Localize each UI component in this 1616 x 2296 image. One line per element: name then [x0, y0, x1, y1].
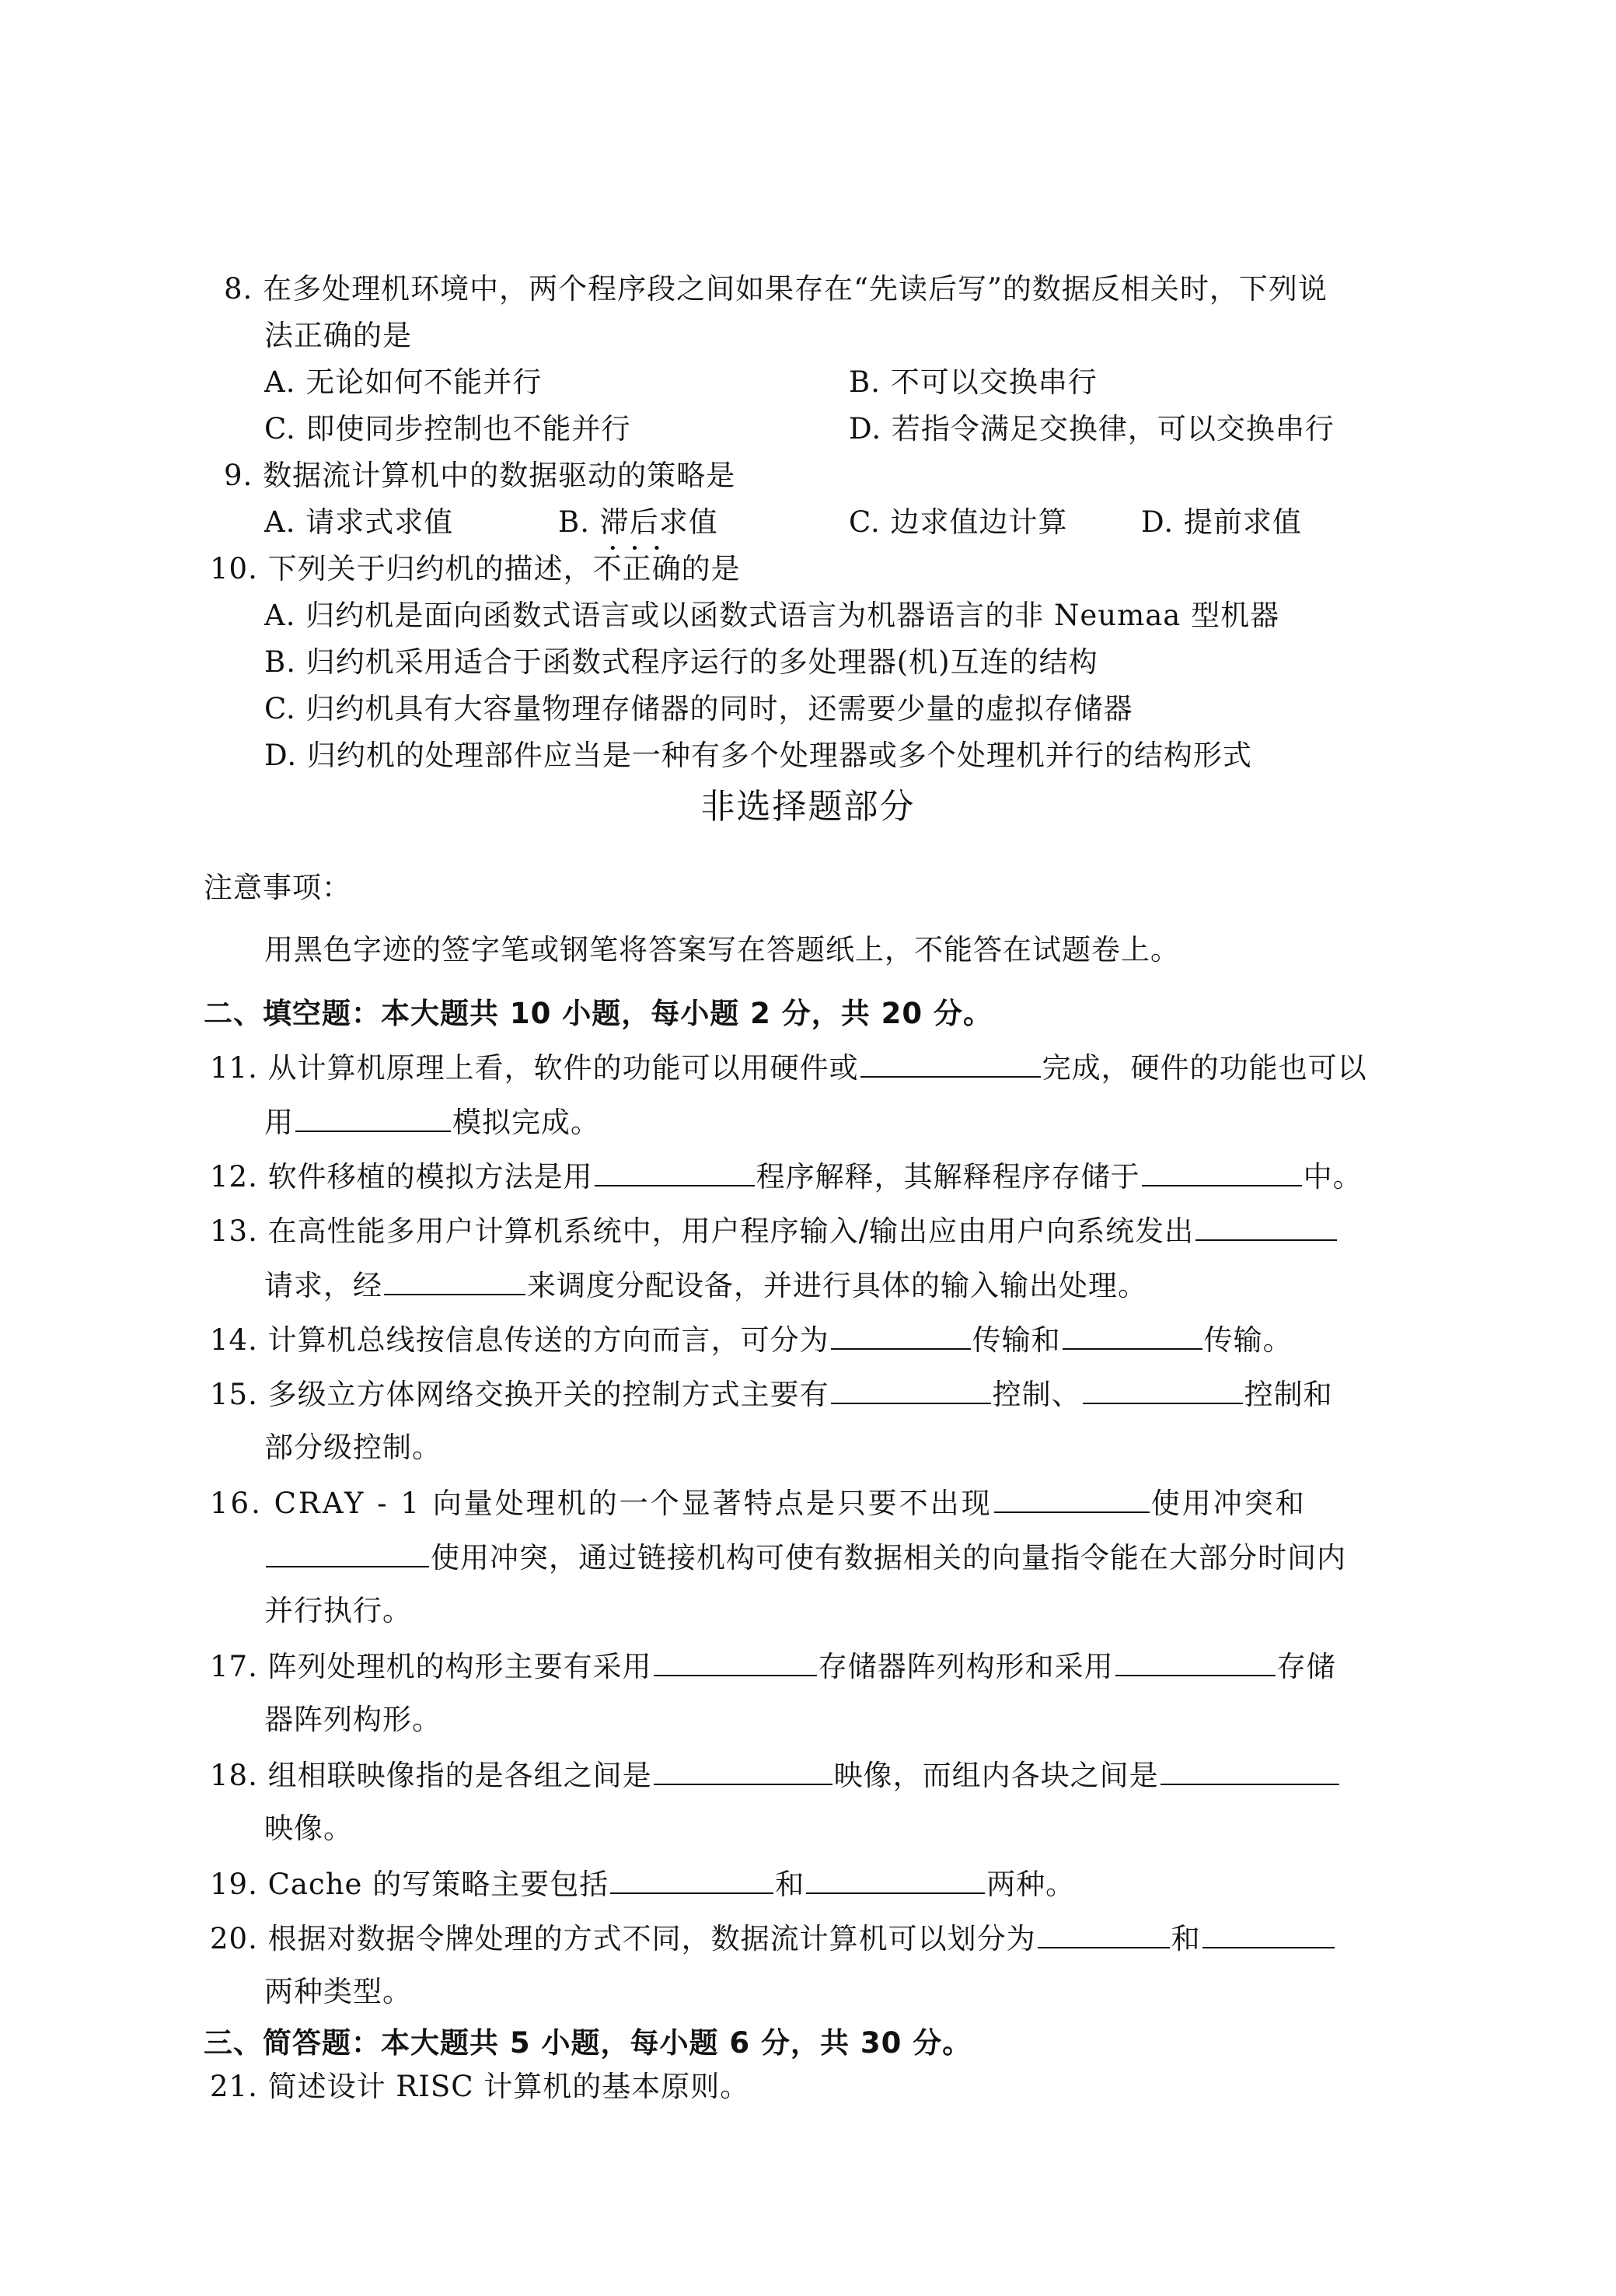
answer-blank[interactable] — [654, 1756, 832, 1785]
question-11-line2 — [264, 1103, 600, 1141]
answer-blank[interactable] — [1142, 1157, 1302, 1186]
question-text: 控制、 — [992, 1378, 1081, 1411]
question-text: 用 — [264, 1106, 294, 1139]
answer-blank[interactable] — [1083, 1375, 1243, 1404]
question-16-line3: 并行执行。 — [264, 1594, 412, 1627]
question-text: 数据流计算机中的数据驱动的策略是 — [263, 459, 736, 492]
question-text: CRAY - 1 向量处理机的一个显著特点是只要不出现 — [274, 1487, 993, 1520]
question-10-stem — [210, 550, 741, 588]
answer-blank[interactable] — [295, 1103, 451, 1132]
question-16-line1 — [210, 1483, 1307, 1522]
emphasis-text: 不正确 • • • — [593, 550, 682, 588]
question-text: 下列关于归约机的描述， — [267, 552, 593, 585]
question-text: 完成，硬件的功能也可以 — [1042, 1051, 1367, 1085]
question-number: 14. — [210, 1323, 258, 1357]
answer-blank[interactable] — [831, 1375, 991, 1404]
question-18-line2: 映像。 — [264, 1812, 353, 1845]
answer-blank[interactable] — [1161, 1756, 1339, 1785]
answer-blank[interactable] — [1195, 1211, 1337, 1241]
question-text: 组相联映像指的是各组之间是 — [267, 1759, 652, 1792]
question-text: 从计算机原理上看，软件的功能可以用硬件或 — [267, 1051, 859, 1085]
question-text: 根据对数据令牌处理的方式不同，数据流计算机可以划分为 — [267, 1922, 1036, 1955]
question-9-option-d: D. 提前求值 — [1141, 505, 1302, 539]
question-10-option-a: A. 归约机是面向函数式语言或以函数式语言为机器语言的非 Neumaa 型机器 — [264, 599, 1280, 632]
question-number: 21. — [210, 2070, 258, 2103]
answer-blank[interactable] — [654, 1647, 817, 1676]
question-number: 8. — [224, 272, 253, 306]
question-19 — [210, 1864, 1075, 1903]
question-number: 15. — [210, 1378, 258, 1411]
question-text: 存储 — [1276, 1650, 1336, 1683]
question-text: 简述设计 RISC 计算机的基本原则。 — [267, 2070, 750, 2103]
answer-blank[interactable] — [860, 1048, 1041, 1078]
question-14 — [210, 1320, 1293, 1359]
answer-blank[interactable] — [831, 1320, 971, 1350]
question-text: Cache 的写策略主要包括 — [267, 1868, 609, 1901]
question-9-option-a: A. 请求式求值 — [264, 505, 454, 539]
question-text: 和 — [1171, 1922, 1201, 1955]
question-number: 16. — [210, 1487, 263, 1520]
question-text: 使用冲突和 — [1150, 1487, 1307, 1520]
question-text: 来调度分配设备，并进行具体的输入输出处理。 — [527, 1269, 1147, 1302]
question-number: 13. — [210, 1214, 258, 1248]
question-text: 程序解释，其解释程序存储于 — [756, 1160, 1140, 1193]
question-12 — [210, 1157, 1363, 1196]
answer-blank[interactable] — [806, 1864, 985, 1894]
section-title: 非选择题部分 — [700, 787, 916, 826]
question-text: 多级立方体网络交换开关的控制方式主要有 — [267, 1378, 829, 1411]
question-11-line1 — [210, 1048, 1367, 1087]
answer-blank[interactable] — [266, 1538, 429, 1567]
question-text: 阵列处理机的构形主要有采用 — [267, 1650, 652, 1683]
question-text: 存储器阵列构形和采用 — [818, 1650, 1114, 1683]
question-number: 10. — [210, 552, 258, 585]
answer-blank[interactable] — [610, 1864, 773, 1894]
question-21 — [210, 2068, 749, 2106]
question-9-option-b: B. 滞后求值 — [558, 505, 718, 539]
answer-blank[interactable] — [994, 1483, 1150, 1513]
question-text: 和 — [775, 1868, 805, 1901]
question-15-line2: 部分级控制。 — [264, 1431, 442, 1464]
question-8-stem-line1 — [224, 271, 1328, 308]
question-20-line1 — [210, 1919, 1336, 1958]
question-text: 传输。 — [1203, 1323, 1293, 1357]
question-text: 模拟完成。 — [452, 1106, 600, 1139]
question-10-option-c: C. 归约机具有大容量物理存储器的同时，还需要少量的虚拟存储器 — [264, 692, 1133, 725]
question-text: 使用冲突，通过链接机构可使有数据相关的向量指令能在大部分时间内 — [431, 1541, 1346, 1574]
question-text: 控制和 — [1244, 1378, 1333, 1411]
answer-blank[interactable] — [1202, 1919, 1335, 1948]
question-text: 计算机总线按信息传送的方向而言，可分为 — [267, 1323, 829, 1357]
answer-blank[interactable] — [1038, 1919, 1170, 1948]
question-15-line1 — [210, 1375, 1333, 1414]
question-8-option-a: A. 无论如何不能并行 — [264, 365, 543, 399]
notice-text: 用黑色字迹的签字笔或钢笔将答案写在答题纸上，不能答在试题卷上。 — [264, 933, 1180, 966]
question-20-line2: 两种类型。 — [264, 1975, 412, 2008]
question-13-line2 — [264, 1266, 1147, 1305]
question-number: 12. — [210, 1160, 258, 1193]
question-text: 传输和 — [972, 1323, 1061, 1357]
question-17-line1 — [210, 1647, 1336, 1686]
answer-blank[interactable] — [384, 1266, 525, 1295]
question-text: 映像，而组内各块之间是 — [833, 1759, 1159, 1792]
question-9-option-c: C. 边求值边计算 — [849, 505, 1068, 539]
question-10-option-b: B. 归约机采用适合于函数式程序运行的多处理器(机)互连的结构 — [264, 645, 1098, 679]
question-text: 中。 — [1303, 1160, 1363, 1193]
question-number: 19. — [210, 1868, 258, 1901]
question-9-stem — [224, 457, 735, 494]
answer-blank[interactable] — [1063, 1320, 1202, 1350]
answer-blank[interactable] — [1115, 1647, 1276, 1676]
question-number: 18. — [210, 1759, 258, 1792]
question-10-option-d: D. 归约机的处理部件应当是一种有多个处理器或多个处理机并行的结构形式 — [264, 739, 1252, 772]
question-17-line2: 器阵列构形。 — [264, 1703, 442, 1736]
question-8-option-d: D. 若指令满足交换律，可以交换串行 — [849, 412, 1335, 446]
question-8-option-c: C. 即使同步控制也不能并行 — [264, 412, 631, 446]
question-text: 在多处理机环境中，两个程序段之间如果存在“先读后写”的数据反相关时，下列说 — [263, 272, 1328, 306]
question-18-line1 — [210, 1756, 1341, 1795]
question-text: 请求，经 — [264, 1269, 382, 1302]
question-number: 11. — [210, 1051, 258, 1085]
question-13-line1 — [210, 1211, 1339, 1250]
question-number: 20. — [210, 1922, 258, 1955]
question-16-line2 — [264, 1538, 1346, 1577]
question-text: 在高性能多用户计算机系统中，用户程序输入/输出应由用户向系统发出 — [267, 1214, 1195, 1248]
question-number: 17. — [210, 1650, 258, 1683]
part-2-heading: 二、填空题：本大题共 10 小题，每小题 2 分，共 20 分。 — [204, 997, 993, 1030]
answer-blank[interactable] — [595, 1157, 755, 1186]
question-text: 的是 — [681, 552, 741, 585]
question-8-stem-line2: 法正确的是 — [264, 319, 412, 352]
question-number: 9. — [224, 459, 253, 492]
question-text: 两种。 — [986, 1868, 1076, 1901]
question-8-option-b: B. 不可以交换串行 — [849, 365, 1098, 399]
notice-heading: 注意事项： — [204, 871, 351, 904]
part-3-heading: 三、简答题：本大题共 5 小题，每小题 6 分，共 30 分。 — [204, 2026, 972, 2060]
question-text: 软件移植的模拟方法是用 — [267, 1160, 593, 1193]
